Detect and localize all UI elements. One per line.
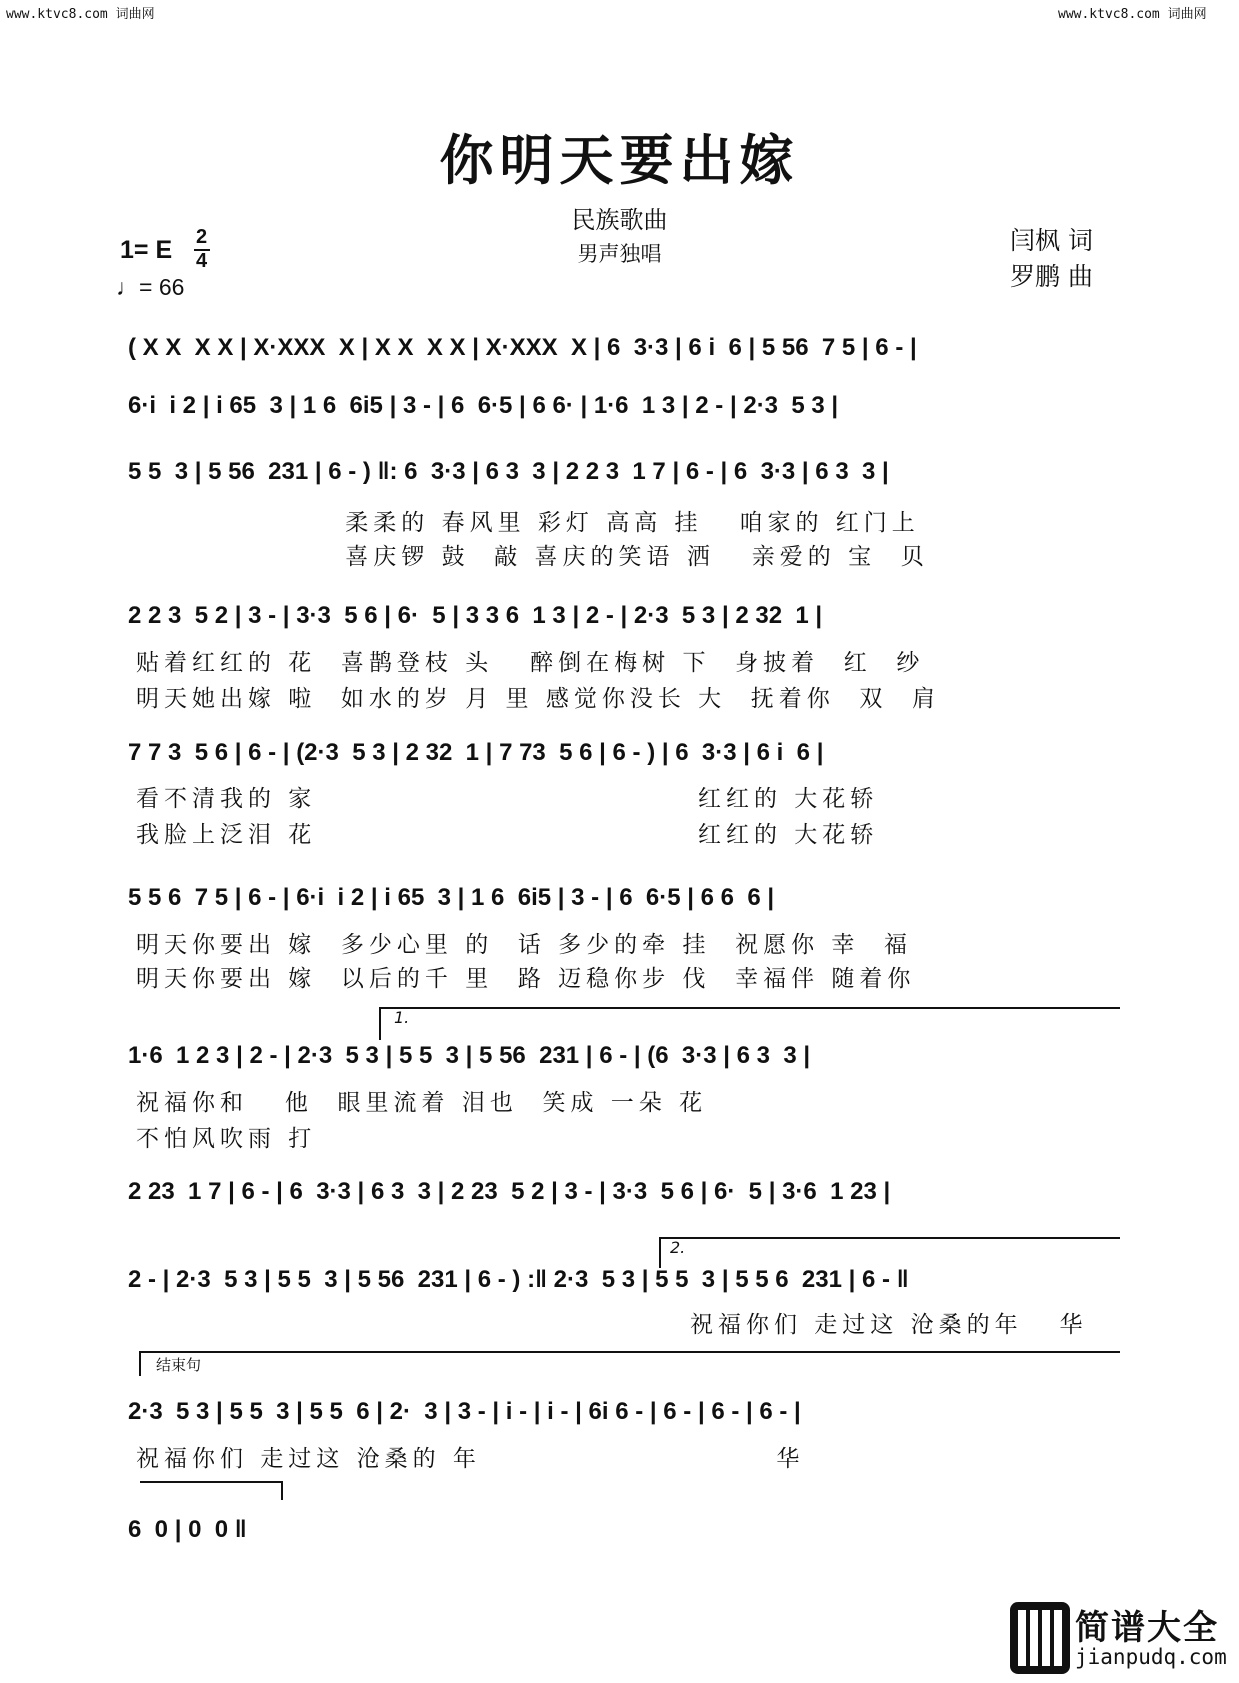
notation-row-3 <box>128 454 1120 494</box>
notation-row-6 <box>128 880 1120 920</box>
notation-row-9 <box>128 1262 1120 1302</box>
lyric-line: 看不清我的 家 红红的 大花轿 <box>136 786 879 812</box>
notation-text: 7 7 3 5 6 | 6 - | (2·3 5 3 | 2 32 1 | 7 73 5 6 | 6 - ) | 6 3·3 | 6 i 6 | <box>128 739 824 766</box>
second-ending-label: 2. <box>670 1238 686 1257</box>
notation-row-7 <box>128 1038 1120 1078</box>
lyric-line: 祝福你们 走过这 沧桑的年 华 <box>136 1312 1088 1338</box>
logo-url[interactable]: jianpudq.com <box>1075 1645 1227 1669</box>
notation-row-5 <box>128 735 1120 775</box>
notation-text: 1·6 1 2 3 | 2 - | 2·3 5 3 | 5 5 3 | 5 56 231 | 6 - | (6 3·3 | 6 3 3 | <box>128 1042 811 1069</box>
notation-row-8 <box>128 1174 1120 1214</box>
notation-text: ( X X X X | X·XXX X | X X X X | X·XXX X | 6 3·3 | 6 i 6 | 5 56 7 5 | 6 - | <box>128 334 917 361</box>
lyric-line: 明天你要出 嫁 以后的千 里 路 迈稳你步 伐 幸福伴 随着你 <box>136 966 916 992</box>
notation-text: 6 0 | 0 0 ‖ <box>128 1516 247 1543</box>
logo-name: 简谱大全 <box>1075 1608 1219 1648</box>
header-site-right[interactable]: www.ktvc8.com 词曲网 <box>1058 7 1207 22</box>
notation-row-10 <box>128 1394 1120 1434</box>
lyric-line: 我脸上泛泪 花 红红的 大花轿 <box>136 822 879 848</box>
notation-text: 2 - | 2·3 5 3 | 5 5 3 | 5 56 231 | 6 - ) :‖ 2·3 5 3 | 5 5 3 | 5 5 6 231 | 6 - ‖ <box>128 1266 909 1293</box>
lyric-line: 贴着红红的 花 喜鹊登枝 头 醉倒在梅树 下 身披着 红 纱 <box>136 650 925 676</box>
notation-row-4 <box>128 598 1120 638</box>
key-signature: 1= E <box>120 236 173 264</box>
notation-text: 2 2 3 5 2 | 3 - | 3·3 5 6 | 6· 5 | 3 3 6 1 3 | 2 - | 2·3 5 3 | 2 32 1 | <box>128 602 823 629</box>
notation-text: 6·i i 2 | i 65 3 | 1 6 6i5 | 3 - | 6 6·5 | 6 6· | 1·6 1 3 | 2 - | 2·3 5 3 | <box>128 392 839 419</box>
meter-bottom: 4 <box>196 250 208 272</box>
lyric-line: 明天她出嫁 啦 如水的岁 月 里 感觉你没长 大 抚着你 双 肩 <box>136 686 941 712</box>
notation-text: 2 23 1 7 | 6 - | 6 3·3 | 6 3 3 | 2 23 5 2 | 3 - | 3·3 5 6 | 6· 5 | 3·6 1 23 | <box>128 1178 891 1205</box>
header-site-left[interactable]: www.ktvc8.com 词曲网 <box>6 7 155 22</box>
notation-text: 5 5 3 | 5 56 231 | 6 - ) ‖: 6 3·3 | 6 3 3 | 2 2 3 1 7 | 6 - | 6 3·3 | 6 3 3 | <box>128 458 889 485</box>
notation-text: 2·3 5 3 | 5 5 3 | 5 5 6 | 2· 3 | 3 - | i - | i - | 6i 6 - | 6 - | 6 - | 6 - | <box>128 1398 801 1425</box>
lyric-line: 祝福你和 他 眼里流着 泪也 笑成 一朵 花 <box>136 1090 708 1116</box>
notation-text: 5 5 6 7 5 | 6 - | 6·i i 2 | i 65 3 | 1 6 6i5 | 3 - | 6 6·5 | 6 6 6 | <box>128 884 775 911</box>
notation-row-1 <box>128 330 1120 370</box>
lyric-line: 柔柔的 春风里 彩灯 高高 挂 咱家的 红门上 <box>136 510 920 536</box>
coda-label: 结束句 <box>156 1356 202 1374</box>
meter-top: 2 <box>196 226 208 248</box>
lyric-line: 明天你要出 嫁 多少心里 的 话 多少的牵 挂 祝愿你 幸 福 <box>136 932 913 958</box>
lyric-line: 不怕风吹雨 打 <box>136 1126 317 1152</box>
lyric-line: 喜庆锣 鼓 敲 喜庆的笑语 洒 亲爱的 宝 贝 <box>136 544 929 570</box>
lyricist-credit: 闫枫 词 <box>1010 226 1093 255</box>
notation-row-2 <box>128 388 1120 428</box>
notation-row-11 <box>128 1512 1120 1552</box>
song-genre: 民族歌曲 <box>571 206 668 234</box>
tempo-mark: ♩= 66 <box>116 274 185 300</box>
song-title: 你明天要出嫁 <box>439 128 800 192</box>
lyric-line: 祝福你们 走过这 沧桑的 年 华 <box>136 1446 805 1472</box>
composer-credit: 罗鹏 曲 <box>1010 262 1093 291</box>
first-ending-label: 1. <box>394 1008 410 1027</box>
song-performer: 男声独唱 <box>577 242 662 266</box>
